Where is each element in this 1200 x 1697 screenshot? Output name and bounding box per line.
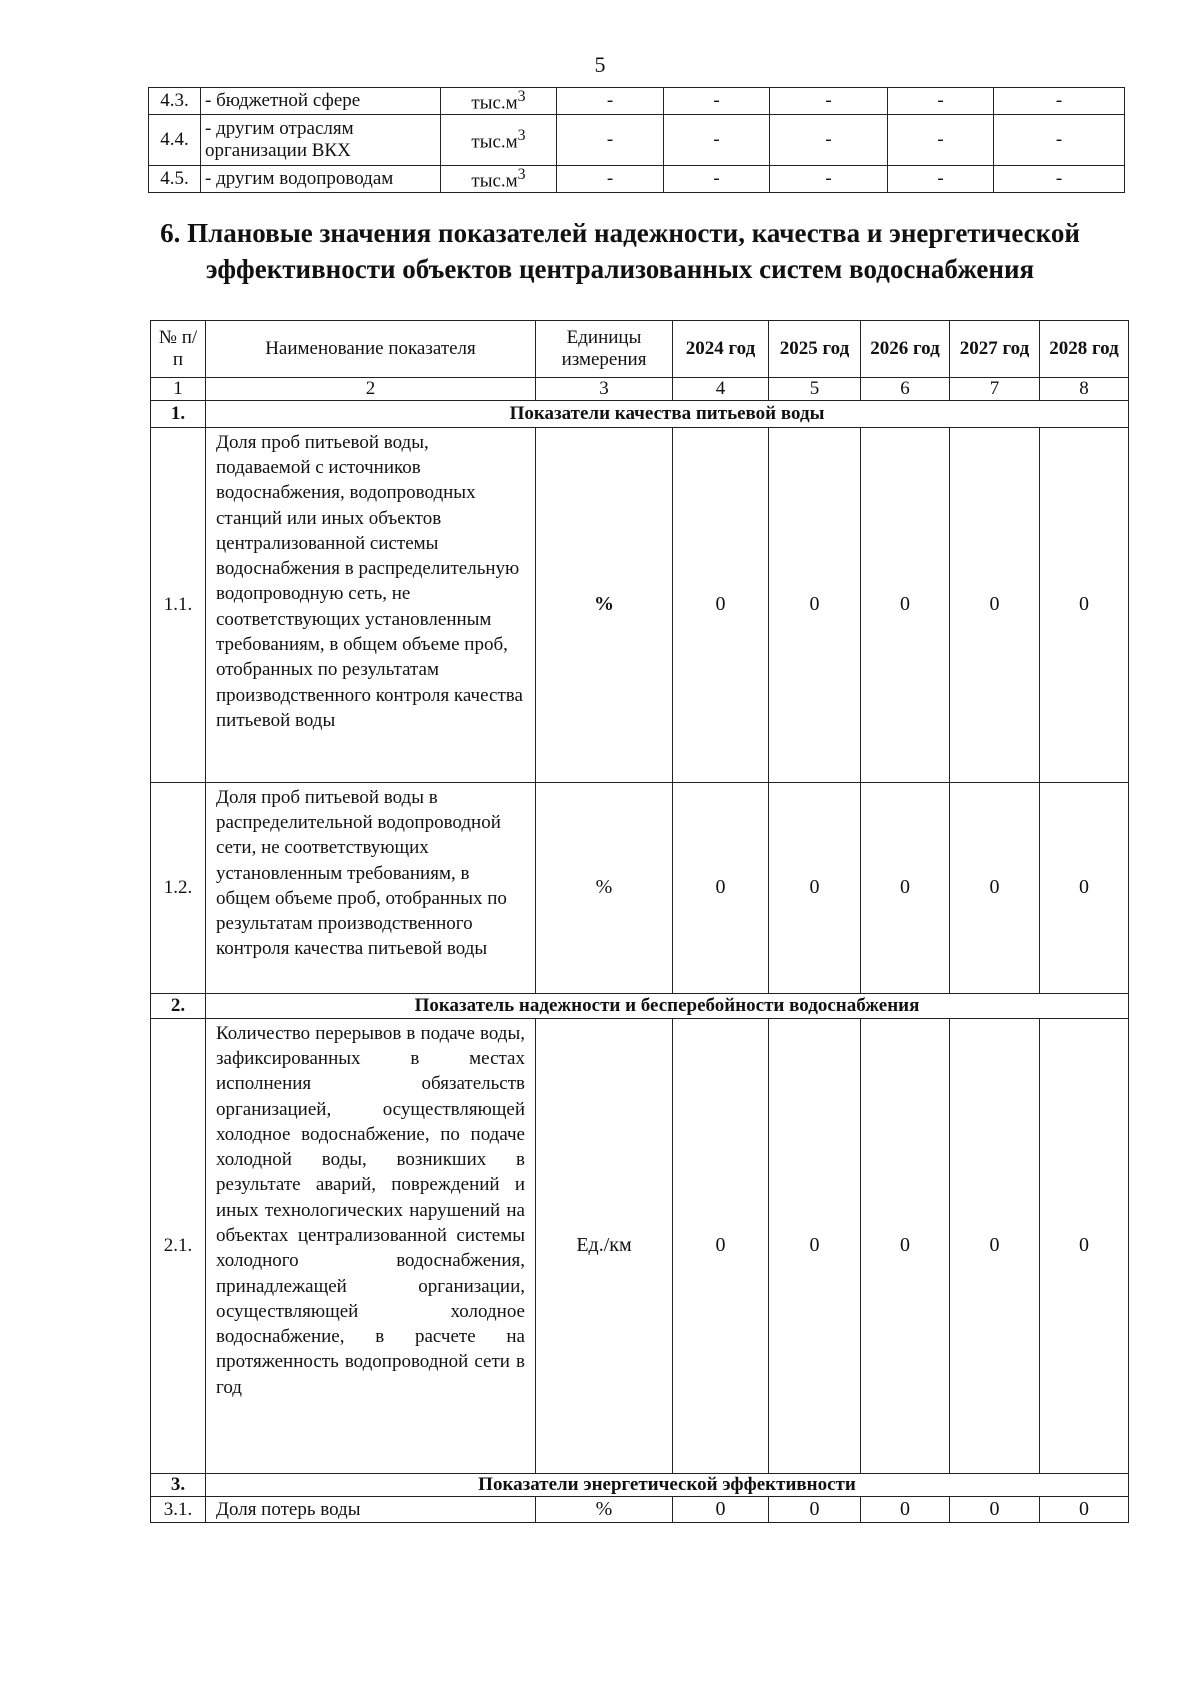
value-cell: 0 (861, 427, 950, 782)
value-cell: 0 (861, 1018, 950, 1473)
section-heading: Показатели качества питьевой воды (206, 400, 1129, 427)
header-year: 2024 год (673, 321, 769, 378)
row-unit: $тыс.м^3$ (441, 88, 557, 115)
col-number: 6 (861, 378, 950, 401)
value-cell: - (664, 166, 770, 193)
row-unit: % (536, 427, 673, 782)
col-number: 2 (206, 378, 536, 401)
value-cell: - (994, 115, 1125, 166)
page-number: 5 (594, 52, 606, 77)
row-number: 4.3. (149, 88, 201, 115)
value-cell: - (994, 166, 1125, 193)
header-year: 2026 год (861, 321, 950, 378)
col-number: 5 (769, 378, 861, 401)
row-number: 2.1. (151, 1018, 206, 1473)
value-cell: 0 (1040, 427, 1129, 782)
header-row (151, 321, 1129, 378)
value-cell: 0 (950, 782, 1040, 993)
row-name: Доля потерь воды (206, 1496, 536, 1522)
row-unit: Ед./км (536, 1018, 673, 1473)
continuation-table (148, 87, 1125, 193)
value-cell: - (557, 115, 664, 166)
col-number: 3 (536, 378, 673, 401)
value-cell: 0 (673, 427, 769, 782)
row-unit: % (536, 782, 673, 993)
value-cell: 0 (673, 1018, 769, 1473)
value-cell: - (557, 166, 664, 193)
value-cell: - (664, 88, 770, 115)
value-cell: 0 (769, 1018, 861, 1473)
col-number: 4 (673, 378, 769, 401)
section-number: 1. (151, 400, 206, 427)
value-cell: 0 (950, 1496, 1040, 1522)
section-row (151, 400, 1129, 427)
header-year: 2025 год (769, 321, 861, 378)
table-row (151, 427, 1129, 782)
section-row (151, 993, 1129, 1018)
section-number: 3. (151, 1473, 206, 1496)
header-year: 2027 год (950, 321, 1040, 378)
value-cell: 0 (769, 427, 861, 782)
row-name: Количество перерывов в подаче воды, зафиксированных в местах исполнения обязательств организацией, осуществляющей холодное водоснабжение, по подаче холодной воды, возникших в результате аварий, повреждений и иных технологических нарушений на объектах централизованной системы холодного водоснабжения, принадлежащей организации, осуществляющей холодное водоснабжение, в расчете на протяженность водопроводной сети в год (206, 1018, 536, 1473)
table-row (151, 1018, 1129, 1473)
row-unit: $тыс.м^3$ (441, 115, 557, 166)
header-year: 2028 год (1040, 321, 1129, 378)
value-cell: 0 (769, 1496, 861, 1522)
value-cell: - (770, 88, 888, 115)
value-cell: 0 (673, 782, 769, 993)
header-unit: Единицы измерения (536, 321, 673, 378)
value-cell: 0 (950, 427, 1040, 782)
value-cell: - (888, 166, 994, 193)
value-cell: 0 (861, 1496, 950, 1522)
table-row (149, 88, 1125, 115)
value-cell: - (770, 115, 888, 166)
value-cell: 0 (950, 1018, 1040, 1473)
value-cell: 0 (1040, 1496, 1129, 1522)
value-cell: - (770, 166, 888, 193)
table-row (149, 166, 1125, 193)
value-cell: 0 (769, 782, 861, 993)
value-cell: 0 (861, 782, 950, 993)
row-unit: % (536, 1496, 673, 1522)
col-number: 1 (151, 378, 206, 401)
row-number: 4.5. (149, 166, 201, 193)
col-number: 8 (1040, 378, 1129, 401)
row-number: 4.4. (149, 115, 201, 166)
section-title: 6. Плановые значения показателей надежности, качества и энергетической эффективности объектов централизованных систем водоснабжения (160, 218, 1080, 284)
header-num: № п/п (151, 321, 206, 378)
value-cell: 0 (673, 1496, 769, 1522)
value-cell: - (994, 88, 1125, 115)
table-row (149, 115, 1125, 166)
value-cell: 0 (1040, 782, 1129, 993)
row-unit: $тыс.м^3$ (441, 166, 557, 193)
row-number: 1.2. (151, 782, 206, 993)
value-cell: 0 (1040, 1018, 1129, 1473)
row-name: - другим водопроводам (201, 166, 441, 193)
row-name: Доля проб питьевой воды, подаваемой с источников водоснабжения, водопроводных станций или иных объектов централизованной системы водоснабжения в распределительную водопроводную сеть, не соответствующих установленным требованиям, в общем объеме проб, отобранных по результатам производственного контроля качества питьевой воды (206, 427, 536, 782)
value-cell: - (664, 115, 770, 166)
table-row (151, 782, 1129, 993)
value-cell: - (888, 88, 994, 115)
section-heading: Показатель надежности и бесперебойности водоснабжения (206, 993, 1129, 1018)
section-row (151, 1473, 1129, 1496)
row-name: Доля проб питьевой воды в распределительной водопроводной сети, не соответствующих установленным требованиям, в общем объеме проб, отобранных по результатам производственного контроля качества питьевой воды (206, 782, 536, 993)
value-cell: - (888, 115, 994, 166)
indicators-table (150, 320, 1129, 1523)
col-number: 7 (950, 378, 1040, 401)
value-cell: - (557, 88, 664, 115)
column-number-row (151, 378, 1129, 401)
header-name: Наименование показателя (206, 321, 536, 378)
row-name: - другим отраслям организации ВКХ (201, 115, 441, 166)
table-row (151, 1496, 1129, 1522)
row-name: - бюджетной сфере (201, 88, 441, 115)
row-number: 3.1. (151, 1496, 206, 1522)
section-heading: Показатели энергетической эффективности (206, 1473, 1129, 1496)
row-number: 1.1. (151, 427, 206, 782)
section-number: 2. (151, 993, 206, 1018)
